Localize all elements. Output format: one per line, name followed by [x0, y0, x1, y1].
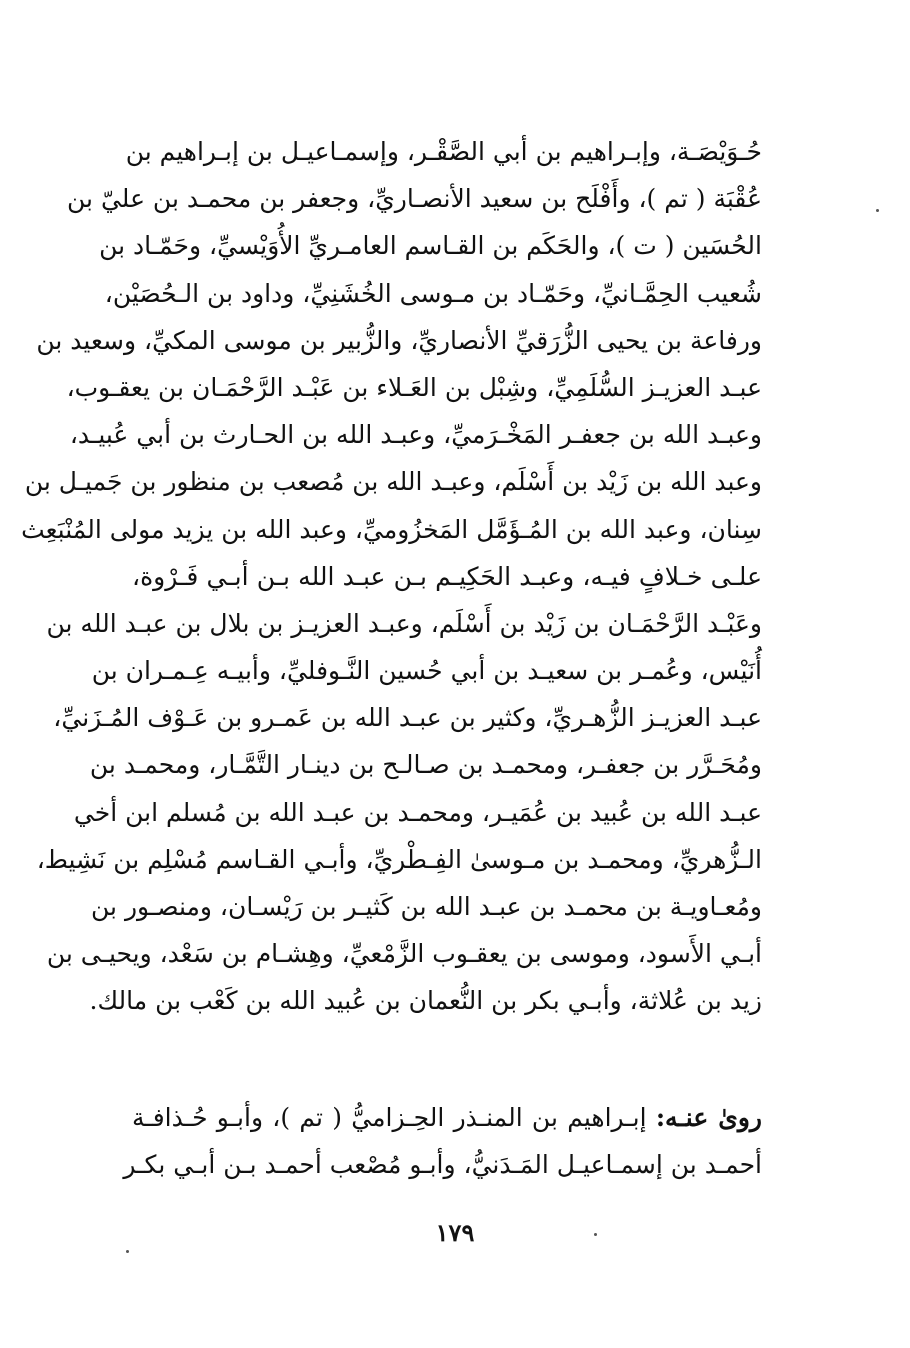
text-line: ورفاعة بن يحيى الزُّرَقيِّ الأنصاريِّ، والزُّبير بن موسى المكيِّ، وسعيد بن [36, 325, 762, 355]
text-line: ومُعـاويـة بن محمـد بن عبـد الله بن كَثيـر بن رَيْسـان، ومنصـور بن [91, 892, 762, 921]
scan-speck [594, 1233, 597, 1236]
text-line: عبـد العزيـز الزُّهـريِّ، وكثير بن عبـد الله بن عَمـرو بن عَـوْف المُـزَنيِّ، [53, 703, 762, 733]
text-line: أُنَيْس، وعُمـر بن سعيـد بن أبي حُسين النَّـوفليِّ، وأبيـه عِـمـران بن [91, 656, 762, 686]
text-line: سِنان، وعبد الله بن المُـؤَمَّل المَخزُوميِّ، وعبد الله بن يزيد مولى المُنْبَعِث [21, 514, 762, 544]
text-line: شُعيب الحِمَّـانيِّ، وحَمّـاد بن مـوسى الخُشَنِيِّ، وداود بن الـحُصَيْن، [104, 278, 762, 308]
text-line: وعَبْـد الرَّحْمَـان بن زَيْد بن أَسْلَم، وعبـد العزيـز بن بلال بن عبـد الله بن [46, 608, 762, 638]
rawa-label: روىٰ عنـه: [655, 1103, 762, 1132]
text-line: أحمـد بن إسمـاعيـل المَـدَنيُّ، وأبـو مُصْعب أحمـد بـن أبـي بكـر [123, 1150, 762, 1180]
scan-speck [126, 1250, 129, 1253]
text-line [132, 1094, 762, 1141]
text-line: وعبد الله بن زَيْد بن أَسْلَم، وعبـد الله بن مُصعب بن منظور بن جَميـل بن [24, 467, 762, 497]
text-line: ومُحَـرَّر بن جعفـر، ومحمـد بن صـالـح بن دينـار التَّمَّـار، ومحمـد بن [89, 750, 762, 780]
text-line: عبـد العزيـز السُّلَمِيِّ، وشِبْل بن العَـلاء بن عَبْـد الرَّحْمَـان بن يعقـوب، [66, 372, 762, 402]
text-line: الـزُّهريِّ، ومحمـد بن مـوسىٰ الفِـطْريِّ، وأبـي القـاسم مُسْلِم بن نَشِيط، [36, 844, 762, 874]
biography-paragraph [21, 128, 762, 1025]
page-number: ١٧٩ [435, 1218, 475, 1247]
text-line: زيد بن عُلاثة، وأبـي بكر بن النُّعمان بن عُبيد الله بن كَعْب بن مالك. [89, 986, 762, 1016]
rawa-line-rest: إبـراهيم بن المنـذر الحِـزاميُّ ( تم )، وأبـو حُـذافـة [132, 1103, 656, 1132]
text-line: أبـي الأَسود، وموسى بن يعقـوب الزَّمْعيِّ، وهِشـام بن سَعْد، ويحيـى بن [46, 939, 762, 969]
text-line: علـى خـلافٍ فيـه، وعبـد الحَكِيـم بـن عبـد الله بـن أبـي فَـرْوة، [132, 561, 762, 591]
text-line: عُقْبَة ( تم )، وأَفْلَح بن سعيد الأنصـاريِّ، وجعفر بن محمـد بن عليّ بن [67, 184, 762, 214]
narrators-paragraph [123, 1094, 762, 1188]
scan-speck [876, 209, 879, 212]
text-line: عبـد الله بن عُبيد بن عُمَيـر، ومحمـد بن عبـد الله بن مُسلم ابن أخي [73, 797, 762, 827]
text-line: الحُسَين ( ت )، والحَكَم بن القـاسم العامـريِّ الأُوَيْسيِّ، وحَمّـاد بن [99, 231, 762, 261]
text-line: حُـوَيْصَـة، وإبـراهيم بن أبي الصَّقْـر، وإسمـاعيـل بن إبـراهيم بن [125, 137, 762, 166]
text-line: وعبـد الله بن جعفـر المَخْـرَميِّ، وعبـد الله بن الحـارث بن أبي عُبيـد، [69, 420, 762, 450]
